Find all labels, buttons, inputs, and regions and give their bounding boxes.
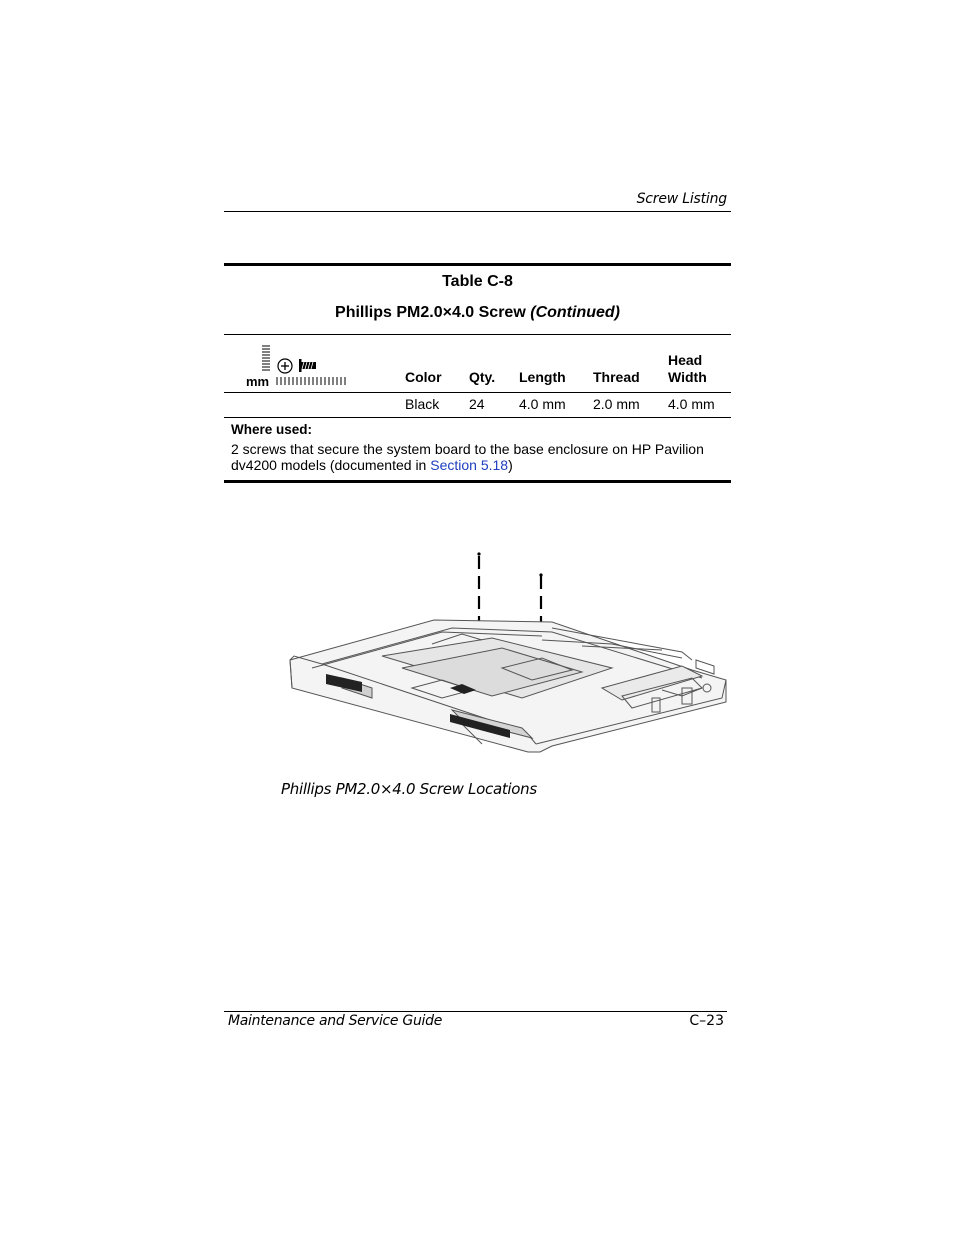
where-used-label: Where used: — [231, 422, 313, 437]
cell-color: Black — [405, 396, 440, 412]
where-used-text-part1: 2 screws that secure the system board to the base enclosure on HP Pavilion dv4200 models (documented in — [231, 441, 704, 473]
table-title — [224, 304, 731, 322]
col-header-head-width-2: Width — [668, 369, 707, 385]
where-used-text — [231, 441, 726, 473]
base-enclosure-illustration — [282, 548, 730, 760]
col-header-thread: Thread — [593, 369, 640, 385]
table-header-rule — [224, 334, 731, 335]
scale-unit-label: mm — [246, 374, 270, 389]
col-header-qty: Qty. — [469, 369, 496, 385]
col-header-color: Color — [405, 369, 442, 385]
table-label: Table C-8 — [442, 273, 513, 290]
section-link[interactable]: Section 5.18 — [430, 457, 509, 473]
table-top-rule — [224, 263, 731, 266]
header-rule — [224, 211, 731, 212]
table-title-suffix: (Continued) — [530, 304, 620, 321]
col-header-length: Length — [519, 369, 566, 385]
row-bottom-rule — [224, 417, 731, 418]
where-used-text-part2: ) — [508, 457, 513, 473]
screw-side-icon — [299, 359, 316, 372]
screw-head-icon — [278, 359, 292, 373]
running-head: Screw Listing — [636, 191, 727, 207]
footer-guide-title: Maintenance and Service Guide — [228, 1013, 443, 1029]
table-title-main: Phillips PM2.0×4.0 Screw — [335, 304, 526, 321]
cell-qty: 24 — [469, 396, 485, 412]
footer-page-number: C–23 — [689, 1013, 724, 1029]
footer-rule — [224, 1011, 727, 1012]
cell-head-width: 4.0 mm — [668, 396, 715, 412]
cell-thread: 2.0 mm — [593, 396, 640, 412]
figure-caption: Phillips PM2.0×4.0 Screw Locations — [281, 780, 537, 798]
col-header-head-width-1: Head — [668, 352, 703, 368]
table-bottom-rule — [224, 480, 731, 483]
row-top-rule — [224, 392, 731, 393]
cell-length: 4.0 mm — [519, 396, 566, 412]
